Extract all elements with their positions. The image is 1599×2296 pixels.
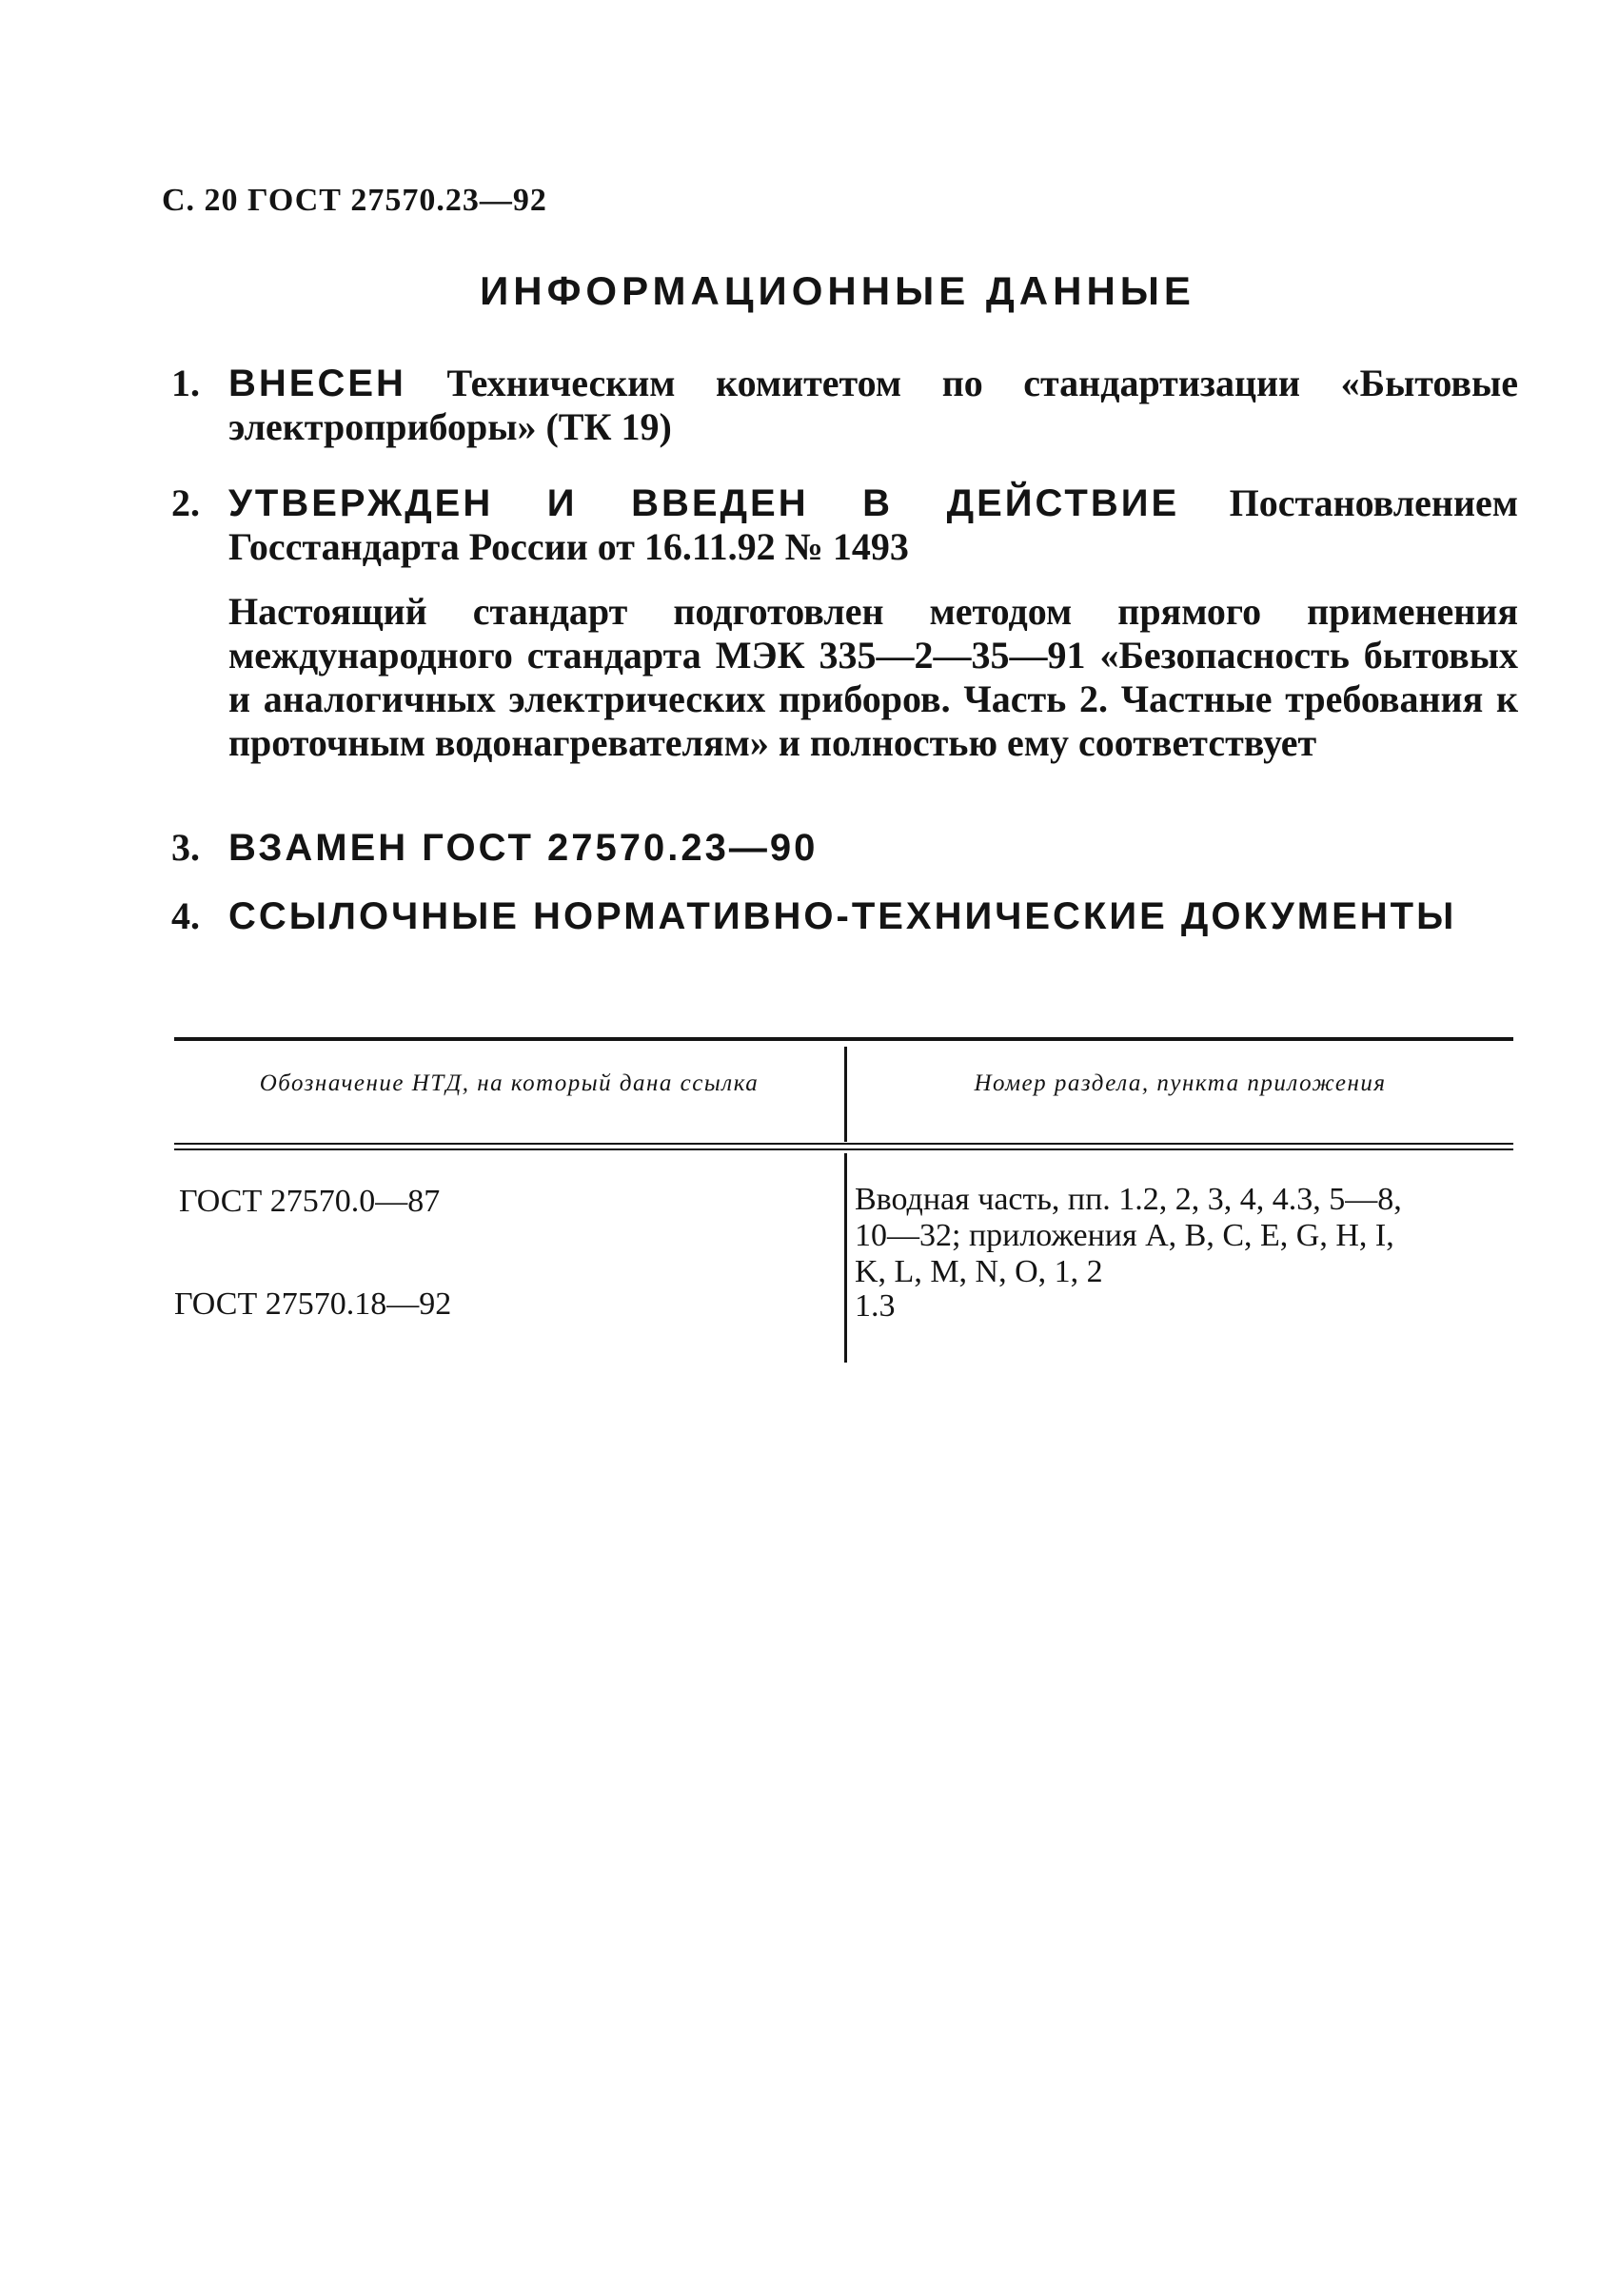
ref-cell-line-2: 10—32; приложения A, B, C, E, G, H, I, xyxy=(855,1218,1394,1253)
header-rule-1 xyxy=(174,1143,1513,1145)
header-divider xyxy=(844,1047,847,1142)
item-lead: ВНЕСЕН xyxy=(228,363,406,404)
ref-cell-line-1: Вводная часть, пп. 1.2, 2, 3, 4, 4.3, 5—8, xyxy=(855,1182,1402,1217)
doc-cell: ГОСТ 27570.18—92 xyxy=(174,1286,452,1322)
header-rule-2 xyxy=(174,1148,1513,1150)
item-lead: УТВЕРЖДЕН И ВВЕДЕН В ДЕЙСТВИЕ xyxy=(228,482,1180,524)
item-number: 1. xyxy=(171,362,200,404)
item-lead: ВЗАМЕН ГОСТ 27570.23—90 xyxy=(228,827,819,869)
ref-cell-line-3: K, L, M, N, O, 1, 2 xyxy=(855,1254,1103,1289)
running-head: С. 20 ГОСТ 27570.23—92 xyxy=(162,183,547,218)
column-header-doc: Обозначение НТД, на который дана ссылка xyxy=(259,1070,760,1096)
info-item-2 xyxy=(162,481,1518,569)
info-item-3 xyxy=(162,826,1518,870)
item-lead: ССЫЛОЧНЫЕ НОРМАТИВНО-ТЕХНИЧЕСКИЕ ДОКУМЕНТЫ xyxy=(228,895,1457,937)
ref-cell-line-1: 1.3 xyxy=(855,1288,896,1324)
doc-cell: ГОСТ 27570.0—87 xyxy=(179,1184,441,1219)
info-item-1 xyxy=(162,362,1518,449)
item-number: 2. xyxy=(171,481,200,524)
item-number: 3. xyxy=(171,826,200,869)
item-text: Техническим комитетом по стандартизации «Бытовые электроприборы» (ТК 19) xyxy=(228,362,1519,448)
item-number: 4. xyxy=(171,894,200,937)
info-item-4 xyxy=(162,894,1518,938)
item-text: Постановлением Госстандарта России от 16.11.92 № 1493 xyxy=(228,481,1519,568)
note-paragraph: Настоящий стандарт подготовлен методом прямого применения международного стандарта МЭК 335—2—35—91 «Безопасность бытовых и аналогичных электрических приборов. Часть 2. Частные требования к проточным водонагревателям» и полностью ему соответствует xyxy=(228,590,1518,764)
body-divider xyxy=(844,1153,847,1363)
page-title: ИНФОРМАЦИОННЫЕ ДАННЫЕ xyxy=(480,268,1195,313)
table-top-rule xyxy=(174,1037,1513,1041)
column-header-ref: Номер раздела, пункта приложения xyxy=(974,1070,1387,1096)
